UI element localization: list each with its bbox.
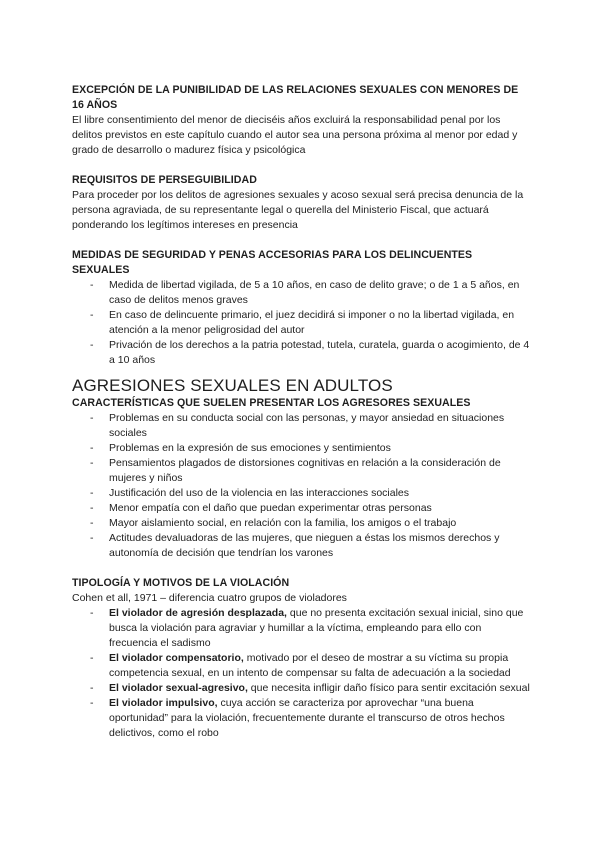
tipologia-list <box>72 606 530 741</box>
dash-marker: - <box>90 309 94 321</box>
chapter-heading-agresiones: AGRESIONES SEXUALES EN ADULTOS <box>72 376 393 395</box>
list-item: - Problemas en su conducta social con las personas, y mayor ansiedad en situaciones sociales <box>90 412 505 439</box>
dash-marker: - <box>90 652 94 664</box>
list-item: - Actitudes devaluadoras de las mujeres, que nieguen a éstas los mismos derechos y autonomía de decisión que tendrían los varones <box>90 532 500 559</box>
document-page <box>72 83 530 741</box>
section-body-requisitos: Para proceder por los delitos de agresiones sexuales y acoso sexual será precisa denuncia de la persona agraviada, de su representante legal o querella del Ministerio Fiscal, que actuará ponderando los legítimos intereses en presencia <box>72 189 524 231</box>
dash-marker: - <box>90 697 94 709</box>
list-item: - Medida de libertad vigilada, de 5 a 10 años, en caso de delito grave; o de 1 a 5 años, en caso de delitos menos graves <box>90 279 520 306</box>
list-item: - Justificación del uso de la violencia en las interacciones sociales <box>90 487 409 499</box>
caracteristicas-list <box>72 411 530 561</box>
dash-marker: - <box>90 487 94 499</box>
dash-marker: - <box>90 502 94 514</box>
dash-marker: - <box>90 442 94 454</box>
term-bold: El violador impulsivo, <box>109 697 218 709</box>
list-item: - Problemas en la expresión de sus emociones y sentimientos <box>90 442 391 454</box>
dash-marker: - <box>90 279 94 291</box>
list-item: - Menor empatía con el daño que puedan experimentar otras personas <box>90 502 432 514</box>
section-title-caracteristicas: CARACTERÍSTICAS QUE SUELEN PRESENTAR LOS AGRESORES SEXUALES <box>72 397 471 409</box>
dash-marker: - <box>90 457 94 469</box>
list-item: - El violador sexual-agresivo, que necesita infligir daño físico para sentir excitación sexual <box>90 682 530 694</box>
tipologia-intro: Cohen et all, 1971 – diferencia cuatro grupos de violadores <box>72 592 347 604</box>
list-item: - En caso de delincuente primario, el juez decidirá si imponer o no la libertad vigilada, en atención a la menor peligrosidad del autor <box>90 309 515 336</box>
section-body-excepcion: El libre consentimiento del menor de dieciséis años excluirá la responsabilidad penal por los delitos previstos en este capítulo cuando el autor sea una persona próxima al menor por edad y grado de desarrollo o madurez física y psicológica <box>72 114 518 156</box>
list-item: - El violador impulsivo, cuya acción se caracteriza por aprovechar “una buena oportunidad” para la violación, frecuentemente durante el transcurso de otros hechos delictivos, como el robo <box>90 697 505 739</box>
term-bold: El violador sexual-agresivo, <box>109 682 248 694</box>
dash-marker: - <box>90 682 94 694</box>
list-item: - El violador compensatorio, motivado por el deseo de mostrar a su víctima su propia competencia sexual, en un intento de compensar su falta de adecuación a la sociedad <box>90 652 511 679</box>
section-title-medidas: MEDIDAS DE SEGURIDAD Y PENAS ACCESORIAS PARA LOS DELINCUENTES SEXUALES <box>72 249 473 276</box>
section-title-requisitos: REQUISITOS DE PERSEGUIBILIDAD <box>72 174 257 186</box>
medidas-list <box>72 278 530 368</box>
list-item: - Pensamientos plagados de distorsiones cognitivas en relación a la consideración de mujeres y niños <box>90 457 501 484</box>
term-bold: El violador compensatorio, <box>109 652 244 664</box>
list-item: - Privación de los derechos a la patria potestad, tutela, curatela, guarda o acogimiento, de 4 a 10 años <box>90 339 530 366</box>
dash-marker: - <box>90 607 94 619</box>
list-item: - Mayor aislamiento social, en relación con la familia, los amigos o el trabajo <box>90 517 457 529</box>
dash-marker: - <box>90 517 94 529</box>
dash-marker: - <box>90 412 94 424</box>
dash-marker: - <box>90 339 94 351</box>
section-title-tipologia: TIPOLOGÍA Y MOTIVOS DE LA VIOLACIÓN <box>72 577 290 589</box>
dash-marker: - <box>90 532 94 544</box>
list-item: - El violador de agresión desplazada, que no presenta excitación sexual inicial, sino que busca la violación para agraviar y humillar a la víctima, empleando para ello con frecuencia el sadismo <box>90 607 524 649</box>
section-title-excepcion: EXCEPCIÓN DE LA PUNIBILIDAD DE LAS RELACIONES SEXUALES CON MENORES DE 16 AÑOS <box>72 84 519 111</box>
term-bold: El violador de agresión desplazada, <box>109 607 287 619</box>
